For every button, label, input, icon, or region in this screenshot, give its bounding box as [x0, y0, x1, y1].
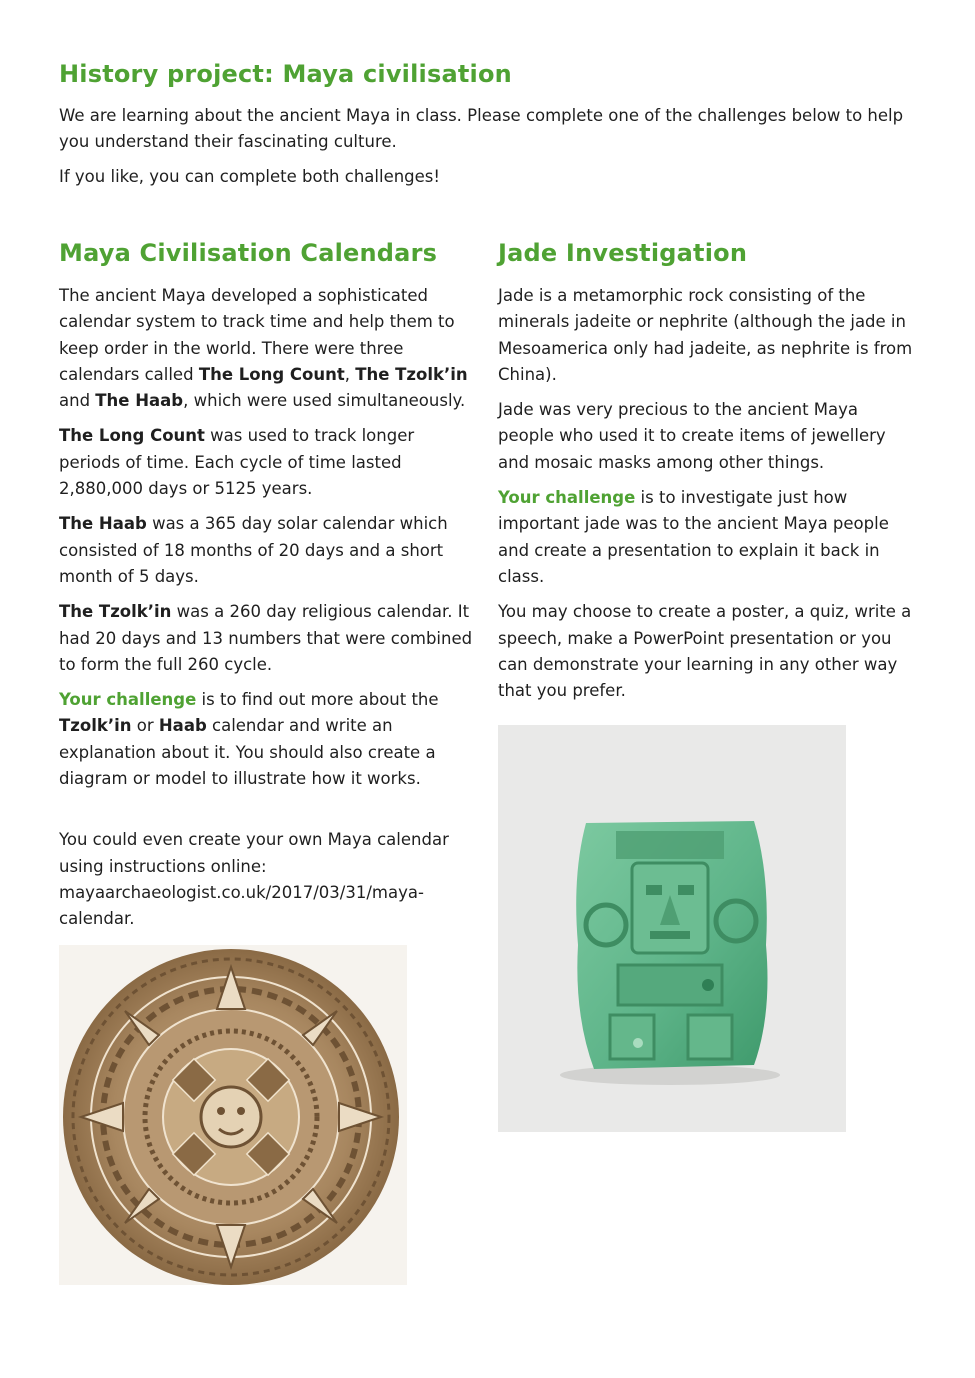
text: was a 260 day religious calendar. It had 20 days and 13 numbers that were combined to form the full 260 cycle.	[59, 602, 473, 674]
intro	[59, 103, 919, 199]
jade-column	[498, 237, 918, 713]
term: The Long Count	[59, 426, 205, 446]
jade-intro: Jade is a metamorphic rock consisting of the minerals jadeite or nephrite (although the jade in Mesoamerica only had jadeite, as nephrite is from China).	[498, 286, 913, 384]
term: The Tzolk’in	[59, 602, 172, 622]
term: Tzolk’in	[59, 716, 132, 736]
jade-figure-image	[498, 725, 846, 1132]
text: was a 365 day solar calendar which consisted of 18 months of 20 days and a short month of 5 days.	[59, 514, 448, 586]
calendars-heading: Maya Civilisation Calendars	[59, 239, 438, 267]
calendar-challenge	[59, 687, 477, 792]
text: The ancient Maya developed a sophisticated calendar system to track time and help them to keep order in the world. There were three calendars called	[59, 286, 455, 384]
calendar-stone-image	[59, 945, 407, 1285]
challenge-label: Your challenge	[59, 690, 197, 710]
calendars-column	[59, 237, 477, 942]
term: Haab	[158, 716, 207, 736]
jade-figure-icon	[498, 725, 846, 1132]
text: was used to track longer periods of time. Each cycle of time lasted 2,880,000 days or 5125 years.	[59, 426, 415, 499]
page-title: History project: Maya civilisation	[59, 60, 512, 88]
calendar-stone-icon	[59, 945, 407, 1285]
tzolkin-paragraph	[59, 599, 477, 678]
text: , which were used simultaneously.	[183, 391, 466, 411]
text: or	[131, 716, 159, 736]
text: and	[59, 391, 96, 411]
jade-heading: Jade Investigation	[498, 239, 748, 267]
calendar-online-note: You could even create your own Maya calendar using instructions online: mayaarchaeologist.co.uk/2017/03/31/maya-calendar.	[59, 830, 449, 929]
haab-paragraph	[59, 511, 477, 590]
jade-options: You may choose to create a poster, a quiz, write a speech, make a PowerPoint presentation or you can demonstrate your learning in any other way that you prefer.	[498, 602, 912, 701]
term-haab: The Haab	[95, 391, 184, 411]
jade-challenge	[498, 485, 918, 590]
text: calendar and write an explanation about it. You should also create a diagram or model to illustrate how it works.	[59, 716, 436, 789]
long-count-paragraph	[59, 423, 477, 502]
text: is to investigate just how important jade was to the ancient Maya people and create a presentation to explain it back in class.	[498, 488, 889, 586]
spacer	[59, 801, 477, 827]
intro-paragraph: We are learning about the ancient Maya in class. Please complete one of the challenges below to help you understand their fascinating culture.	[59, 106, 904, 151]
intro-note: If you like, you can complete both challenges!	[59, 167, 441, 186]
term-tzolkin: The Tzolk’in	[355, 364, 468, 384]
term: The Haab	[59, 514, 147, 534]
text: is to find out more about the	[196, 690, 439, 710]
text: ,	[344, 364, 356, 384]
term-long-count: The Long Count	[198, 364, 345, 384]
jade-precious: Jade was very precious to the ancient Maya people who used it to create items of jewellery and mosaic masks among other things.	[498, 400, 886, 472]
calendars-intro	[59, 283, 477, 414]
challenge-label: Your challenge	[498, 488, 636, 508]
